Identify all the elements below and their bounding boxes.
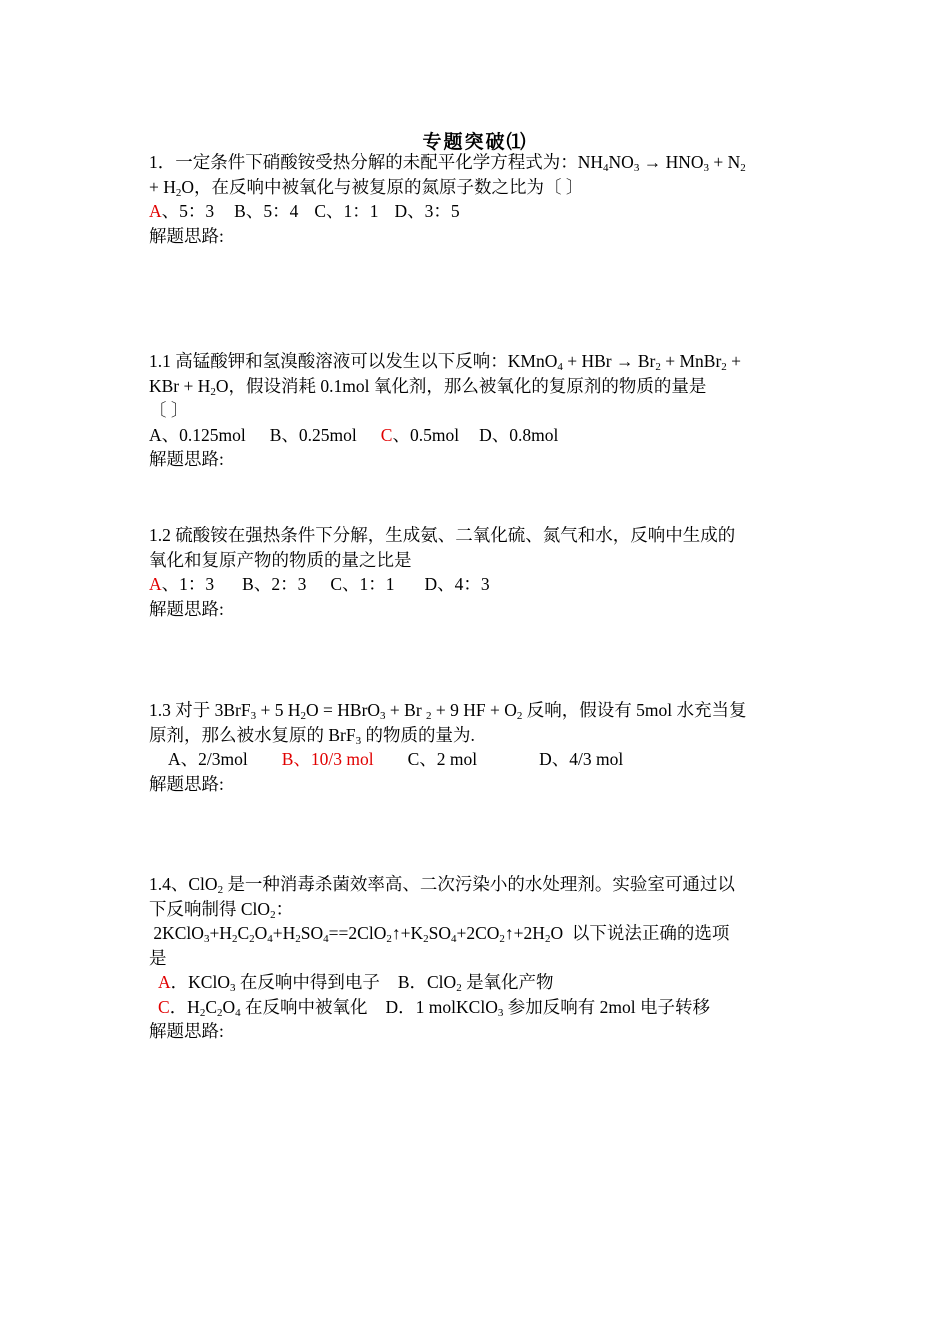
q2-text: KBr + H (149, 375, 211, 396)
q1-stem-line-1 (149, 150, 809, 175)
q1-answer-label: 解题思路: (149, 225, 224, 246)
q5-equation (149, 921, 809, 946)
option-text: O (222, 996, 236, 1017)
q3-option-c: C、1：1 (330, 574, 395, 594)
q3-answer-label: 解题思路: (149, 598, 224, 619)
subscript: 4 (603, 162, 609, 174)
subscript: 2 (386, 933, 392, 945)
eq-part: ↑+K (391, 923, 424, 943)
q2-text: + (726, 351, 742, 371)
q2-option-b: B、0.25mol (269, 424, 357, 445)
subscript: 2 (217, 1006, 223, 1019)
q2-text: + MnBr (660, 351, 722, 371)
question-1-4 (149, 872, 809, 1044)
q1-option-d: D、3：5 (394, 201, 460, 221)
eq-part: O 以下说法正确的选项 (550, 923, 730, 943)
q4-stem-line-1 (149, 698, 809, 723)
eq-part: O (254, 923, 268, 943)
q4-text: 反响，假设有 5mol 水充当复 (522, 700, 747, 720)
q2-option-a: A、0.125mol (149, 424, 246, 445)
option-text: D．1 molKClO (385, 996, 498, 1017)
q1-text: + N (708, 152, 741, 172)
subscript: 2 (199, 1006, 206, 1019)
option-text: 参加反响有 2mol 电子转移 (503, 996, 710, 1017)
subscript: 2 (210, 385, 216, 398)
eq-part: SO (428, 923, 451, 943)
q3-stem-line-1: 1.2 硫酸铵在强热条件下分解，生成氨、二氧化硫、氮气和水，反响中生成的 (149, 525, 736, 545)
q4-option-d: D、4/3 mol (539, 749, 624, 769)
q2-text: + HBr → Br (562, 351, 656, 371)
option-text: 在反响中得到电子 (235, 972, 380, 992)
eq-part: +2CO (456, 923, 500, 943)
q3-option-a (149, 572, 214, 597)
q4-option-c: C、2 mol (407, 749, 478, 769)
q1-text: NO (608, 152, 634, 172)
eq-part: 2KClO (149, 923, 204, 943)
subscript: 3 (355, 734, 362, 747)
q4-text: O = HBrO (306, 700, 381, 720)
q4-options (149, 747, 809, 772)
option-text: 是氧化产物 (461, 972, 554, 992)
question-1-3 (149, 698, 809, 796)
q4-text: + Br (385, 700, 427, 720)
q5-text: 1.4、ClO (149, 874, 218, 894)
option-text: 、1：3 (161, 574, 215, 594)
answer-letter: C (158, 996, 170, 1017)
q4-text: 1.3 对于 3BrF (149, 700, 251, 720)
subscript: 2 (217, 884, 224, 896)
answer-letter: A (149, 574, 162, 594)
subscript: 3 (633, 162, 640, 174)
subscript: 2 (175, 186, 182, 199)
subscript: 2 (270, 908, 276, 921)
q4-option-b: B、10/3 mol (281, 749, 374, 769)
q4-text: + 9 HF + O (431, 700, 517, 720)
q5-option-d (386, 995, 710, 1020)
option-text: 、5：3 (161, 201, 215, 221)
q5-options-row-1 (149, 970, 809, 995)
subscript: 2 (423, 933, 429, 945)
subscript: 3 (203, 933, 210, 945)
subscript: 2 (456, 982, 462, 994)
q1-option-b: B、5：4 (234, 201, 299, 221)
option-text: 、0.5mol (392, 424, 460, 445)
subscript: 2 (231, 933, 238, 945)
eq-part: +H (209, 923, 232, 943)
subscript: 4 (267, 933, 273, 945)
q4-option-a: A、2/3mol (168, 749, 248, 769)
eq-part: C (237, 923, 250, 943)
q2-stem-line-1 (149, 349, 809, 374)
q5-text: 是一种消毒杀菌效率高、二次污染小的水处理剂。实验室可通过以 (223, 874, 735, 894)
subscript: 2 (544, 933, 551, 945)
subscript: 2 (499, 933, 505, 945)
q2-text: 1.1 高锰酸钾和氢溴酸溶液可以发生以下反响：KMnO (149, 351, 558, 371)
subscript: 2 (426, 710, 432, 722)
q3-stem-line-2: 氧化和复原产物的物质的量之比是 (149, 549, 412, 570)
q5-stem-line-1 (149, 872, 809, 897)
subscript: 4 (235, 1006, 241, 1019)
q5-option-b (398, 970, 554, 995)
q4-text: 的物质的量为. (361, 724, 475, 745)
q1-options (149, 199, 809, 224)
q4-text: 原剂，那么被水复原的 BrF (149, 724, 356, 745)
q2-stem-line-2 (149, 374, 809, 399)
question-1-1 (149, 349, 809, 472)
q5-text: 下反响制得 ClO (149, 898, 271, 919)
q5-answer-label: 解题思路: (149, 1021, 224, 1041)
subscript: 2 (295, 933, 301, 945)
subscript: 2 (655, 361, 661, 373)
q1-text: O，在反响中被氧化与被复原的氮原子数之比为〔 〕 (181, 176, 584, 197)
q5-stem-line-4: 是 (149, 947, 167, 968)
q5-option-c (158, 995, 368, 1020)
q5-stem-line-2 (149, 897, 809, 922)
q2-option-c (381, 423, 459, 448)
subscript: 2 (300, 710, 306, 722)
q4-stem-line-2 (149, 723, 809, 748)
subscript: 3 (380, 710, 386, 722)
subscript: 2 (249, 933, 255, 945)
subscript: 3 (229, 982, 236, 994)
answer-letter: A (149, 201, 162, 221)
option-text: 在反响中被氧化 (240, 996, 368, 1017)
q2-answer-label: 解题思路: (149, 449, 224, 469)
answer-letter: A (158, 972, 171, 992)
subscript: 4 (557, 361, 563, 373)
subscript: 4 (323, 933, 329, 945)
eq-part: SO (300, 923, 324, 943)
q5-options-row-2 (149, 995, 809, 1020)
subscript: 2 (516, 710, 523, 722)
answer-letter: C (380, 424, 393, 445)
q2-option-d: D、0.8mol (479, 424, 559, 445)
eq-part: ↑+2H (504, 923, 545, 943)
q1-text: 1．一定条件下硝酸铵受热分解的未配平化学方程式为：NH (149, 152, 604, 172)
option-text: C (205, 996, 218, 1017)
q3-options (149, 572, 809, 597)
q1-option-c: C、1：1 (314, 201, 379, 221)
subscript: 3 (250, 710, 257, 722)
q1-text: → HNO (639, 152, 704, 172)
page-title: 专题突破⑴ (422, 132, 528, 153)
q3-option-b: B、2：3 (242, 574, 307, 594)
subscript: 2 (721, 361, 727, 373)
q3-option-d: D、4：3 (424, 574, 490, 594)
question-1-2 (149, 523, 809, 621)
q2-stem-line-3: 〔 〕 (149, 400, 189, 420)
eq-part: +H (272, 923, 296, 943)
q1-option-a (149, 199, 214, 224)
q4-text: + 5 H (256, 700, 301, 720)
subscript: 3 (703, 162, 709, 174)
q1-text: + H (149, 176, 176, 197)
q5-option-a (158, 970, 380, 995)
subscript: 4 (450, 933, 457, 945)
eq-part: ==2ClO (328, 923, 387, 943)
q4-answer-label: 解题思路: (149, 773, 224, 794)
subscript: 3 (497, 1006, 504, 1019)
q1-stem-line-2 (149, 175, 809, 200)
option-text: B．ClO (397, 972, 457, 992)
q5-text: ： (275, 898, 294, 919)
question-1 (149, 150, 809, 248)
option-text: ．KClO (170, 972, 230, 992)
q2-text: O，假设消耗 0.1mol 氧化剂，那么被氧化的复原剂的物质的量是 (215, 375, 707, 396)
subscript: 2 (740, 162, 746, 174)
option-text: ．H (169, 996, 200, 1017)
q2-options (149, 423, 809, 448)
